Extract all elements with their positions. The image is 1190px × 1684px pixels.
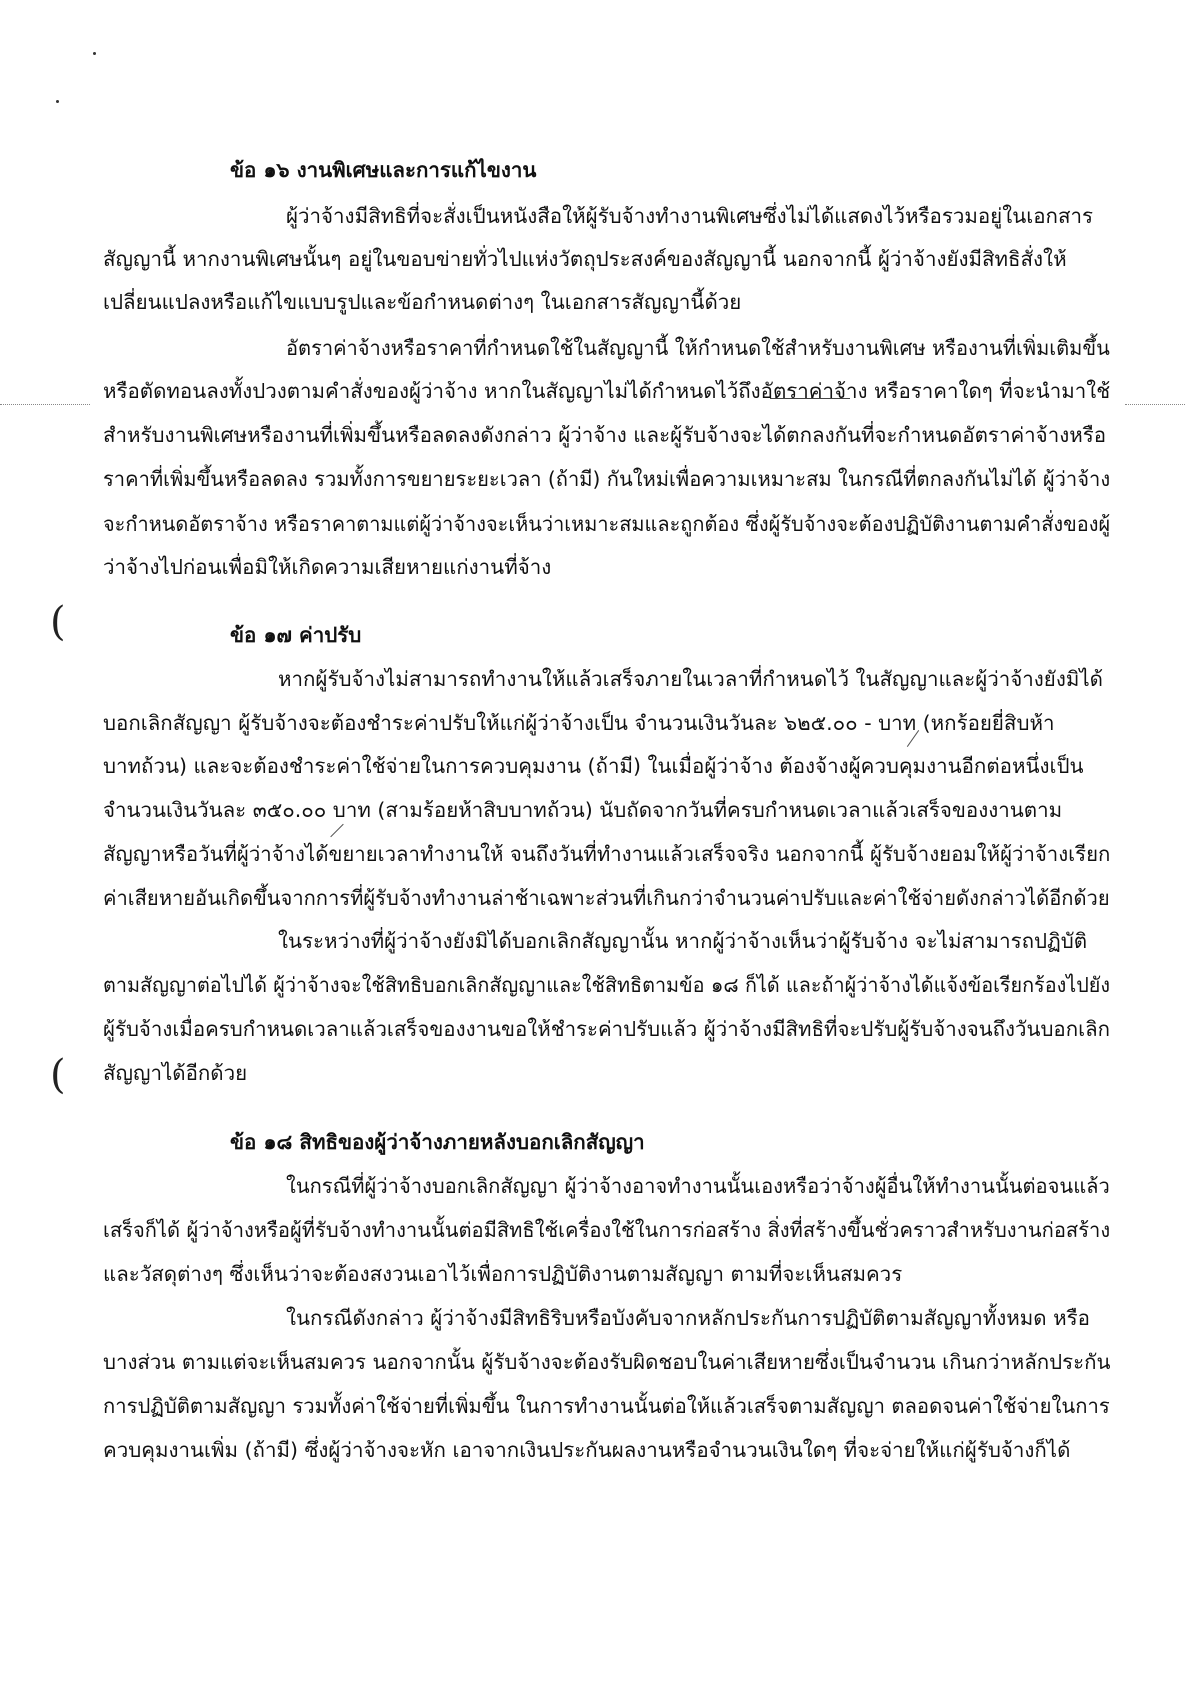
- scan-speck: [93, 52, 96, 55]
- pen-underline: [770, 398, 850, 399]
- scan-fold-line: [0, 404, 90, 405]
- section-17-line: บอกเลิกสัญญา ผู้รับจ้างจะต้องชำระค่าปรับให้แก่ผู้ว่าจ้างเป็น จำนวนเงินวันละ ๖๒๕.๐๐ - บาท (หกร้อยยี่สิบห้า: [103, 711, 1055, 735]
- punch-hole-mark: (: [50, 1052, 66, 1098]
- section-18-line: และวัสดุต่างๆ ซึ่งเห็นว่าจะต้องสงวนเอาไว้เพื่อการปฏิบัติงานตามสัญญา ตามที่จะเห็นสมควร: [103, 1262, 903, 1286]
- section-18-line: การปฏิบัติตามสัญญา รวมทั้งค่าใช้จ่ายที่เพิ่มขึ้น ในการทำงานนั้นต่อให้แล้วเสร็จตามสัญญา ตลอดจนค่าใช้จ่ายในการ: [103, 1394, 1110, 1418]
- scan-fold-line: [1125, 404, 1185, 405]
- section-17-heading: ข้อ ๑๗ ค่าปรับ: [230, 623, 362, 647]
- section-17-line: ผู้รับจ้างเมื่อครบกำหนดเวลาแล้วเสร็จของงานขอให้ชำระค่าปรับแล้ว ผู้ว่าจ้างมีสิทธิที่จะปรับผู้รับจ้างจนถึงวันบอกเลิก: [103, 1017, 1110, 1041]
- pen-stroke: [330, 824, 343, 837]
- section-17-line: สัญญาได้อีกด้วย: [103, 1061, 248, 1085]
- section-17-line: หากผู้รับจ้างไม่สามารถทำงานให้แล้วเสร็จภายในเวลาที่กำหนดไว้ ในสัญญาและผู้ว่าจ้างยังมิได้: [278, 667, 1103, 691]
- section-16-line: อัตราค่าจ้างหรือราคาที่กำหนดใช้ในสัญญานี้ ให้กำหนดใช้สำหรับงานพิเศษ หรืองานที่เพิ่มเติมขึ้น: [286, 336, 1110, 360]
- scan-speck: [56, 100, 59, 103]
- section-16-line: ว่าจ้างไปก่อนเพื่อมิให้เกิดความเสียหายแก่งานที่จ้าง: [103, 555, 552, 579]
- section-18-line: ควบคุมงานเพิ่ม (ถ้ามี) ซึ่งผู้ว่าจ้างจะหัก เอาจากเงินประกันผลงานหรือจำนวนเงินใดๆ ที่จะจ่ายให้แก่ผู้รับจ้างก็ได้: [103, 1438, 1071, 1462]
- section-16-line: เปลี่ยนแปลงหรือแก้ไขแบบรูปและข้อกำหนดต่างๆ ในเอกสารสัญญานี้ด้วย: [103, 290, 742, 314]
- section-16-heading: ข้อ ๑๖ งานพิเศษและการแก้ไขงาน: [230, 158, 537, 182]
- section-18-line: เสร็จก็ได้ ผู้ว่าจ้างหรือผู้ที่รับจ้างทำงานนั้นต่อมีสิทธิใช้เครื่องใช้ในการก่อสร้าง สิ่งที่สร้างขึ้นชั่วคราวสำหรับงานก่อสร้าง: [103, 1218, 1111, 1242]
- section-18-line: ในกรณีดังกล่าว ผู้ว่าจ้างมีสิทธิริบหรือบังคับจากหลักประกันการปฏิบัติตามสัญญาทั้งหมด หรือ: [286, 1306, 1090, 1330]
- section-17-line: จำนวนเงินวันละ ๓๕๐.๐๐ บาท (สามร้อยห้าสิบบาทถ้วน) นับถัดจากวันที่ครบกำหนดเวลาแล้วเสร็จของงานตาม: [103, 798, 1063, 822]
- section-16-line: ผู้ว่าจ้างมีสิทธิที่จะสั่งเป็นหนังสือให้ผู้รับจ้างทำงานพิเศษซึ่งไม่ได้แสดงไว้หรือรวมอยู่ในเอกสาร: [286, 204, 1093, 228]
- section-17-line: บาทถ้วน) และจะต้องชำระค่าใช้จ่ายในการควบคุมงาน (ถ้ามี) ในเมื่อผู้ว่าจ้าง ต้องจ้างผู้ควบคุมงานอีกต่อหนึ่งเป็น: [103, 754, 1084, 778]
- section-16-line: จะกำหนดอัตราจ้าง หรือราคาตามแต่ผู้ว่าจ้างจะเห็นว่าเหมาะสมและถูกต้อง ซึ่งผู้รับจ้างจะต้องปฏิบัติงานตามคำสั่งของผู้: [103, 512, 1111, 536]
- section-18-line: ในกรณีที่ผู้ว่าจ้างบอกเลิกสัญญา ผู้ว่าจ้างอาจทำงานนั้นเองหรือว่าจ้างผู้อื่นให้ทำงานนั้นต่อจนแล้ว: [286, 1174, 1110, 1198]
- section-16-line: ราคาที่เพิ่มขึ้นหรือลดลง รวมทั้งการขยายระยะเวลา (ถ้ามี) กันใหม่เพื่อความเหมาะสม ในกรณีที่ตกลงกันไม่ได้ ผู้ว่าจ้าง: [103, 467, 1111, 491]
- section-17-line: ตามสัญญาต่อไปได้ ผู้ว่าจ้างจะใช้สิทธิบอกเลิกสัญญาและใช้สิทธิตามข้อ ๑๘ ก็ได้ และถ้าผู้ว่าจ้างได้แจ้งข้อเรียกร้องไปยัง: [103, 973, 1111, 997]
- punch-hole-mark: (: [50, 599, 66, 645]
- section-16-line: สัญญานี้ หากงานพิเศษนั้นๆ อยู่ในขอบข่ายทั่วไปแห่งวัตถุประสงค์ของสัญญานี้ นอกจากนี้ ผู้ว่าจ้างยังมีสิทธิสั่งให้: [103, 247, 1067, 271]
- section-16-line: หรือตัดทอนลงทั้งปวงตามคำสั่งของผู้ว่าจ้าง หากในสัญญาไม่ได้กำหนดไว้ถึงอัตราค่าจ้าง หรือราคาใดๆ ที่จะนำมาใช้: [103, 379, 1111, 403]
- section-18-heading: ข้อ ๑๘ สิทธิของผู้ว่าจ้างภายหลังบอกเลิกสัญญา: [230, 1130, 645, 1154]
- section-17-line: ค่าเสียหายอันเกิดขึ้นจากการที่ผู้รับจ้างทำงานล่าช้าเฉพาะส่วนที่เกินกว่าจำนวนค่าปรับและค่าใช้จ่ายดังกล่าวได้อีกด้วย: [103, 886, 1110, 910]
- section-17-line: ในระหว่างที่ผู้ว่าจ้างยังมิได้บอกเลิกสัญญานั้น หากผู้ว่าจ้างเห็นว่าผู้รับจ้าง จะไม่สามารถปฏิบัติ: [278, 929, 1088, 953]
- section-17-line: สัญญาหรือวันที่ผู้ว่าจ้างได้ขยายเวลาทำงานให้ จนถึงวันที่ทำงานแล้วเสร็จจริง นอกจากนี้ ผู้รับจ้างยอมให้ผู้ว่าจ้างเรียก: [103, 842, 1111, 866]
- section-16-line: สำหรับงานพิเศษหรืองานที่เพิ่มขึ้นหรือลดลงดังกล่าว ผู้ว่าจ้าง และผู้รับจ้างจะได้ตกลงกันที่จะกำหนดอัตราค่าจ้างหรือ: [103, 423, 1107, 447]
- section-18-line: บางส่วน ตามแต่จะเห็นสมควร นอกจากนั้น ผู้รับจ้างจะต้องรับผิดชอบในค่าเสียหายซึ่งเป็นจำนวน เกินกว่าหลักประกัน: [103, 1350, 1111, 1374]
